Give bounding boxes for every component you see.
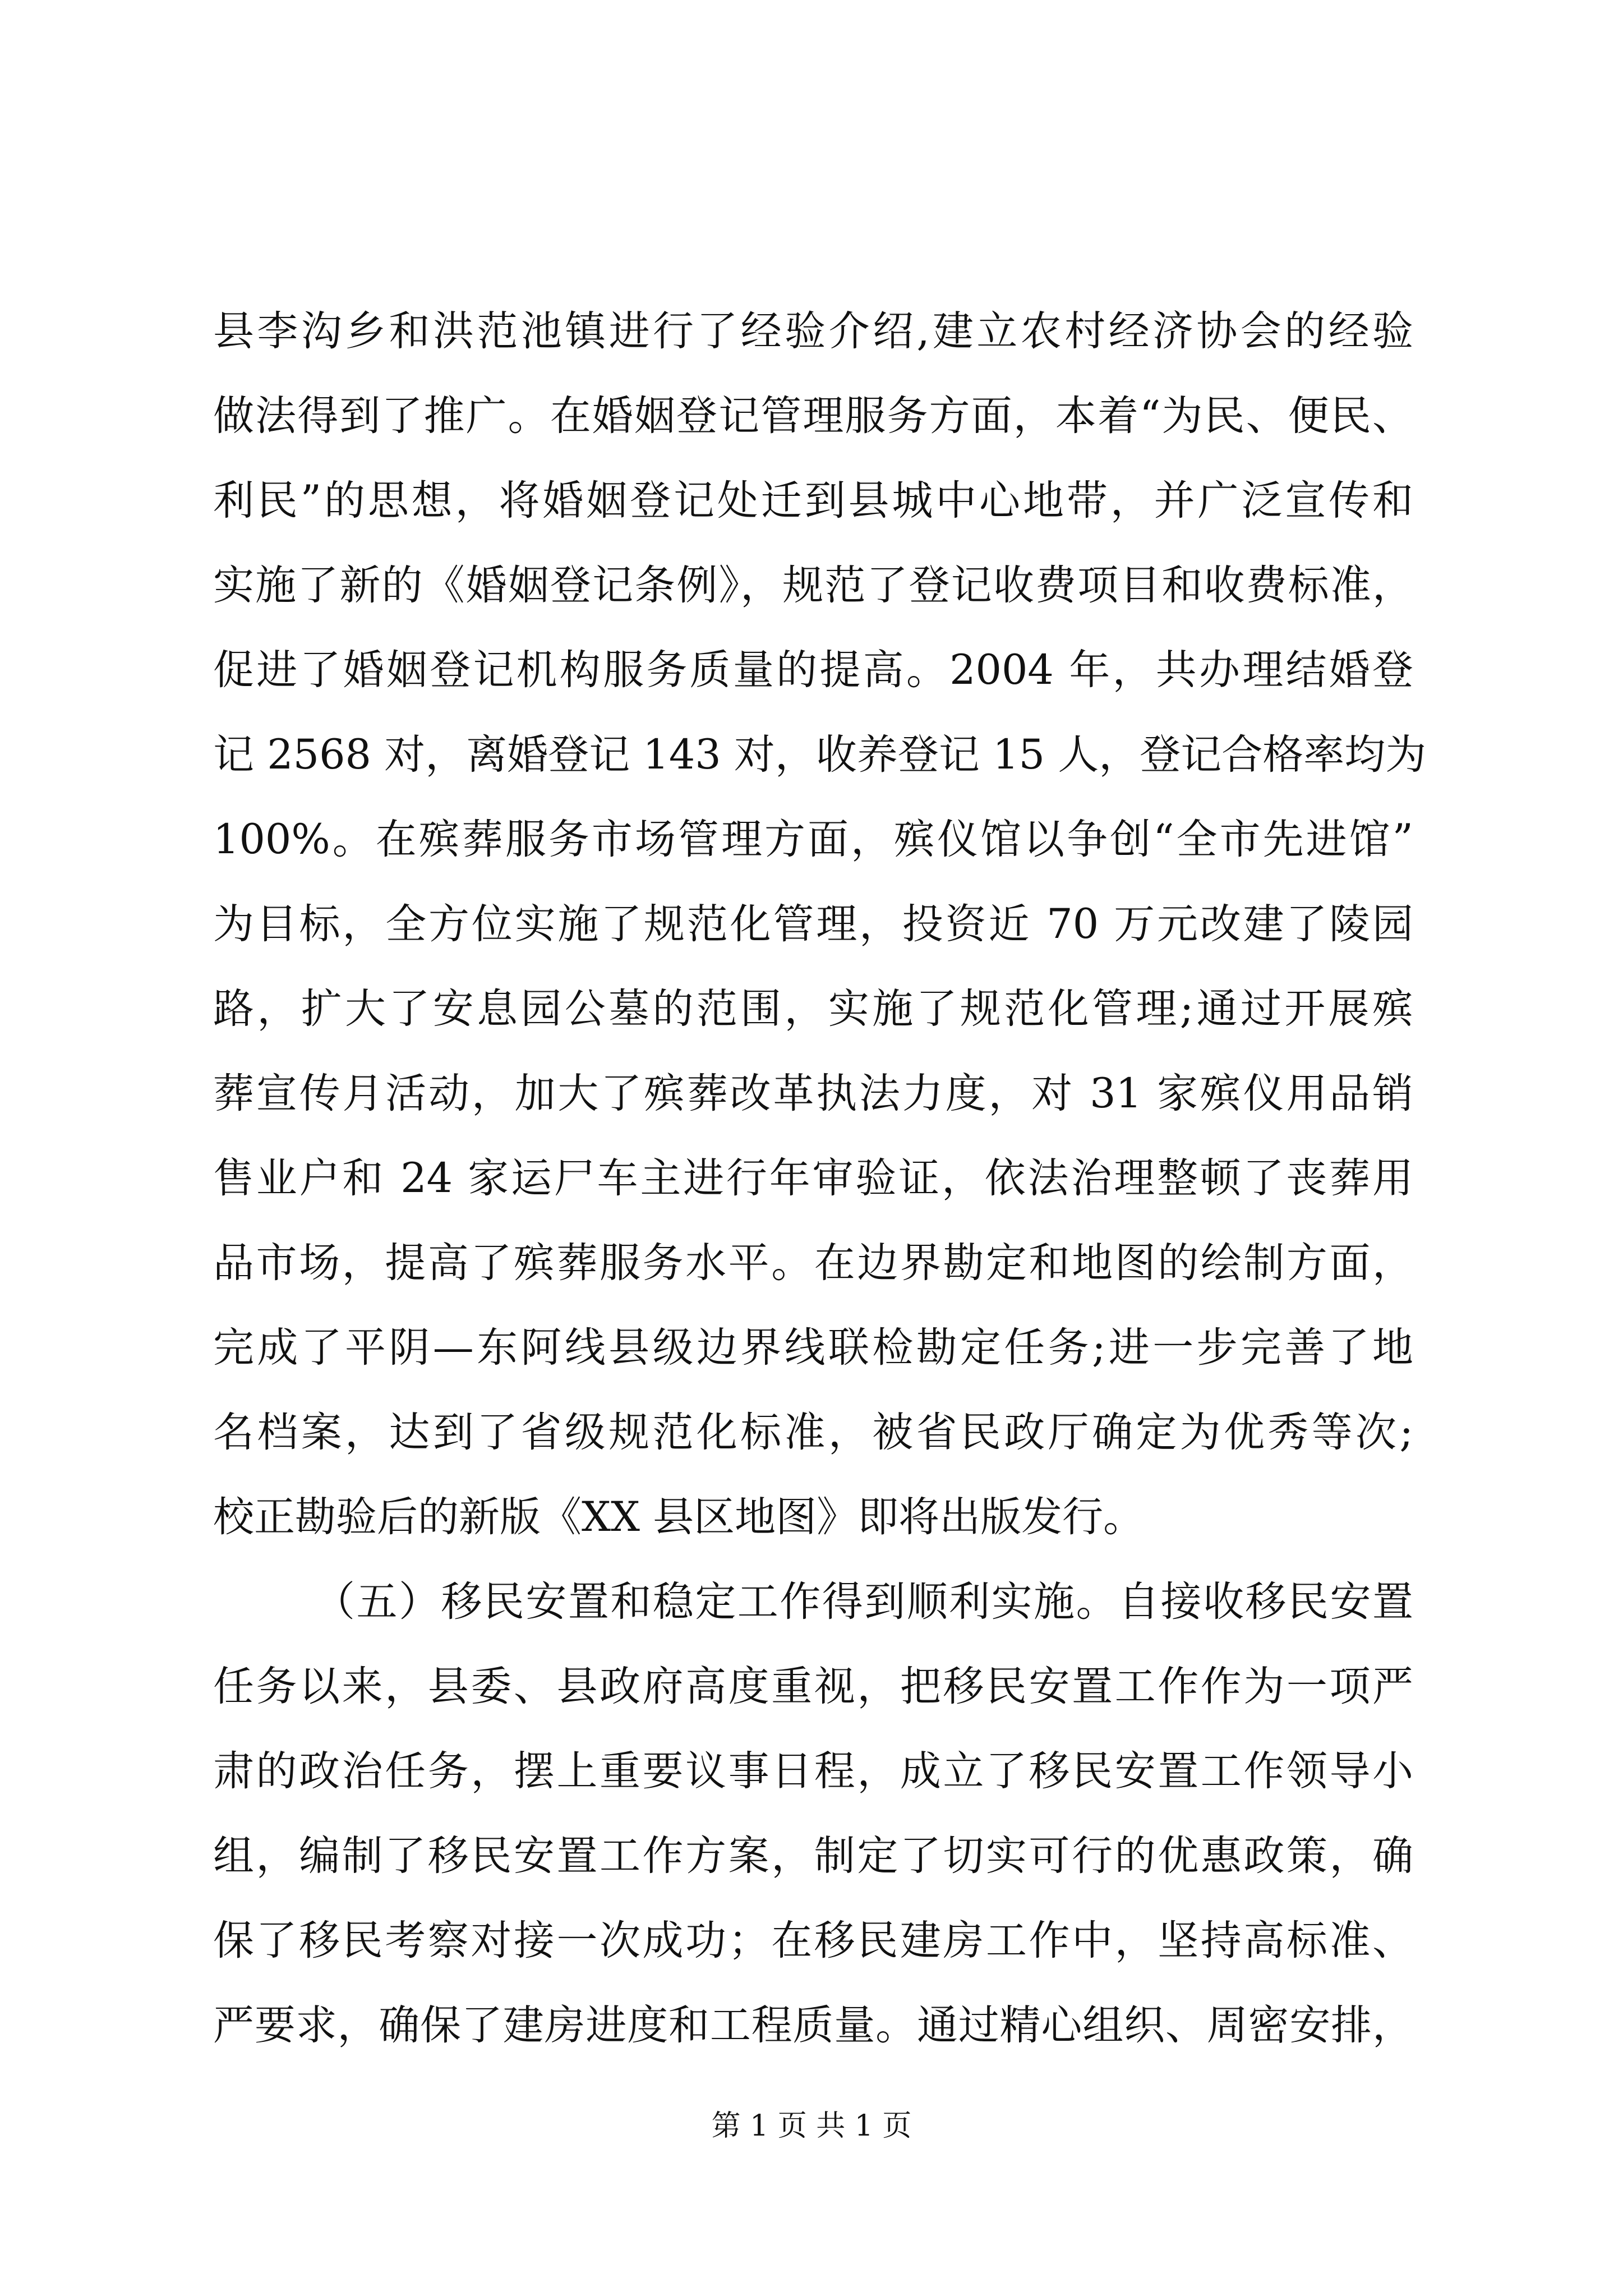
text-line: 校正勘验后的新版《XX 县区地图》即将出版发行。 [213, 1493, 1145, 1541]
text-line: 任务以来，县委、县政府高度重视，把移民安置工作作为一项严 [213, 1663, 1413, 1710]
text-line: 完成了平阴—东阿线县级边界线联检勘定任务;进一步完善了地 [213, 1324, 1413, 1372]
text-line: 实施了新的《婚姻登记条例》，规范了登记收费项目和收费标准， [213, 562, 1413, 609]
paragraph-civil-affairs [213, 289, 1427, 1559]
text-line: 县李沟乡和洪范池镇进行了经验介绍,建立农村经济协会的经验 [213, 307, 1413, 355]
text-line: 售业户和 24 家运尸车主进行年审验证，依法治理整顿了丧葬用 [213, 1154, 1413, 1202]
text-line: 葬宣传月活动，加大了殡葬改革执法力度，对 31 家殡仪用品销 [213, 1070, 1413, 1117]
text-line: 为目标，全方位实施了规范化管理，投资近 70 万元改建了陵园 [213, 900, 1413, 948]
text-line: 品市场，提高了殡葬服务水平。在边界勘定和地图的绘制方面， [213, 1239, 1413, 1287]
paragraph-resettlement [213, 1559, 1413, 2068]
text-line: 记 2568 对，离婚登记 143 对，收养登记 15 人，登记合格率均为 [213, 731, 1427, 779]
text-line: 严要求，确保了建房进度和工程质量。通过精心组织、周密安排， [213, 2001, 1413, 2049]
text-line: 促进了婚姻登记机构服务质量的提高。2004 年，共办理结婚登 [213, 646, 1413, 694]
text-line: 肃的政治任务，摆上重要议事日程，成立了移民安置工作领导小 [213, 1747, 1413, 1795]
text-line: 组，编制了移民安置工作方案，制定了切实可行的优惠政策，确 [213, 1832, 1413, 1880]
text-line: 100%。在殡葬服务市场管理方面，殡仪馆以争创“全市先进馆” [213, 816, 1413, 863]
text-line: 做法得到了推广。在婚姻登记管理服务方面，本着“为民、便民、 [213, 392, 1413, 440]
page-number-footer: 第 1 页 共 1 页 [711, 2109, 912, 2143]
text-line: 保了移民考察对接一次成功；在移民建房工作中，坚持高标准、 [213, 1917, 1413, 1964]
document-body [213, 289, 1427, 2068]
text-line: 路，扩大了安息园公墓的范围，实施了规范化管理;通过开展殡 [213, 985, 1413, 1033]
text-line: 名档案，达到了省级规范化标准，被省民政厅确定为优秀等次; [213, 1409, 1413, 1456]
text-line: 利民”的思想，将婚姻登记处迁到县城中心地带，并广泛宣传和 [213, 477, 1413, 524]
text-line: （五）移民安置和稳定工作得到顺利实施。自接收移民安置 [314, 1578, 1413, 1626]
